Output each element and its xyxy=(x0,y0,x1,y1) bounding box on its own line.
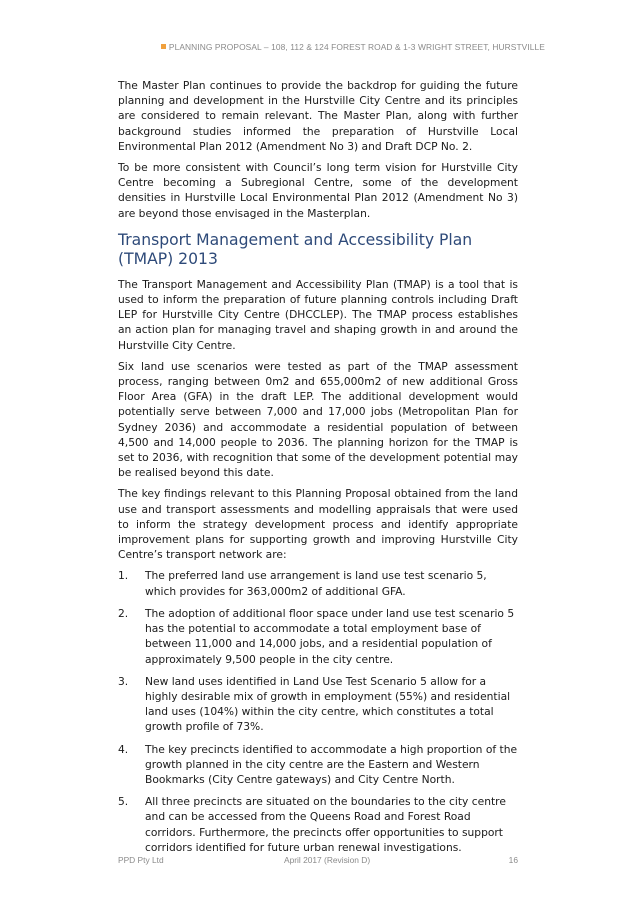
list-item-number: 4. xyxy=(118,742,129,756)
header-square-icon xyxy=(161,44,166,49)
list-item-text: All three precincts are situated on the boundaries to the city centre and can be accessed from the Queens Road and Forest Road corridors. Furthermore, the precincts offer opportunities to support corridors identified for future urban renewal investigations. xyxy=(145,795,506,854)
page-number: 16 xyxy=(508,855,518,865)
footer-company: PPD Pty Ltd xyxy=(118,855,164,865)
list-item xyxy=(118,742,518,788)
section-paragraph-3: The key findings relevant to this Planning Proposal obtained from the land use and transport assessments and modelling appraisals that were used to inform the strategy development process and identify appropriate improvement plans for supporting growth and improving Hurstville City Centre’s transport network are: xyxy=(118,487,518,562)
running-header xyxy=(161,42,545,52)
section-paragraph-2: Six land use scenarios were tested as part of the TMAP assessment process, ranging between 0m2 and 655,000m2 of new additional Gross Floor Area (GFA) in the draft LEP. The additional development would potentially serve between 7,000 and 17,000 jobs (Metropolitan Plan for Sydney 2036) and accommodate a residential population of between 4,500 and 14,000 people to 2036. The planning horizon for the TMAP is set to 2036, with recognition that some of the development potential may be realised beyond this date. xyxy=(118,359,518,480)
list-item-number: 5. xyxy=(118,795,129,809)
list-item-number: 1. xyxy=(118,569,129,583)
section-paragraph-1: The Transport Management and Accessibility Plan (TMAP) is a tool that is used to inform the preparation of future planning controls including Draft LEP for Hurstville City Centre (DHCCLEP). The TMAP process establishes an action plan for managing travel and shaping growth in and around the Hurstville City Centre. xyxy=(118,277,518,352)
list-item xyxy=(118,568,518,598)
list-item-number: 2. xyxy=(118,606,129,620)
intro-paragraph-2: To be more consistent with Council’s long term vision for Hurstville City Centre becoming a Subregional Centre, some of the development densities in Hurstville Local Environmental Plan 2012 (Amendment No 3) are beyond those envisaged in the Masterplan. xyxy=(118,161,518,220)
list-item-text: The adoption of additional floor space under land use test scenario 5 has the potential to accommodate a total employment base of between 11,000 and 14,000 jobs, and a residential population of approximately 9,500 people in the city centre. xyxy=(145,606,515,666)
list-item-text: The preferred land use arrangement is land use test scenario 5, which provides for 363,000m2 of additional GFA. xyxy=(145,569,487,598)
list-item-text: New land uses identified in Land Use Test Scenario 5 allow for a highly desirable mix of growth in employment (55%) and residential land uses (104%) within the city centre, which constitutes a total growth profile of 73%. xyxy=(145,674,511,734)
footer-date: April 2017 (Revision D) xyxy=(284,855,371,865)
section-heading: Transport Management and Accessibility Plan (TMAP) 2013 xyxy=(118,230,473,268)
header-text: PLANNING PROPOSAL – 108, 112 & 124 FOREST ROAD & 1-3 WRIGHT STREET, HURSTVILLE xyxy=(168,42,545,52)
list-item xyxy=(118,794,518,855)
list-item-number: 3. xyxy=(118,674,129,688)
page-body xyxy=(118,78,518,862)
findings-list xyxy=(118,568,518,854)
list-item xyxy=(118,674,518,735)
intro-paragraph-1: The Master Plan continues to provide the backdrop for guiding the future planning and development in the Hurstville City Centre and its principles are considered to remain relevant. The Master Plan, along with further background studies informed the preparation of Hurstville Local Environmental Plan 2012 (Amendment No 3) and Draft DCP No. 2. xyxy=(118,79,518,153)
list-item-text: The key precincts identified to accommodate a high proportion of the growth planned in the city centre are the Eastern and Western Bookmarks (City Centre gateways) and City Centre North. xyxy=(145,742,518,786)
list-item xyxy=(118,606,518,667)
